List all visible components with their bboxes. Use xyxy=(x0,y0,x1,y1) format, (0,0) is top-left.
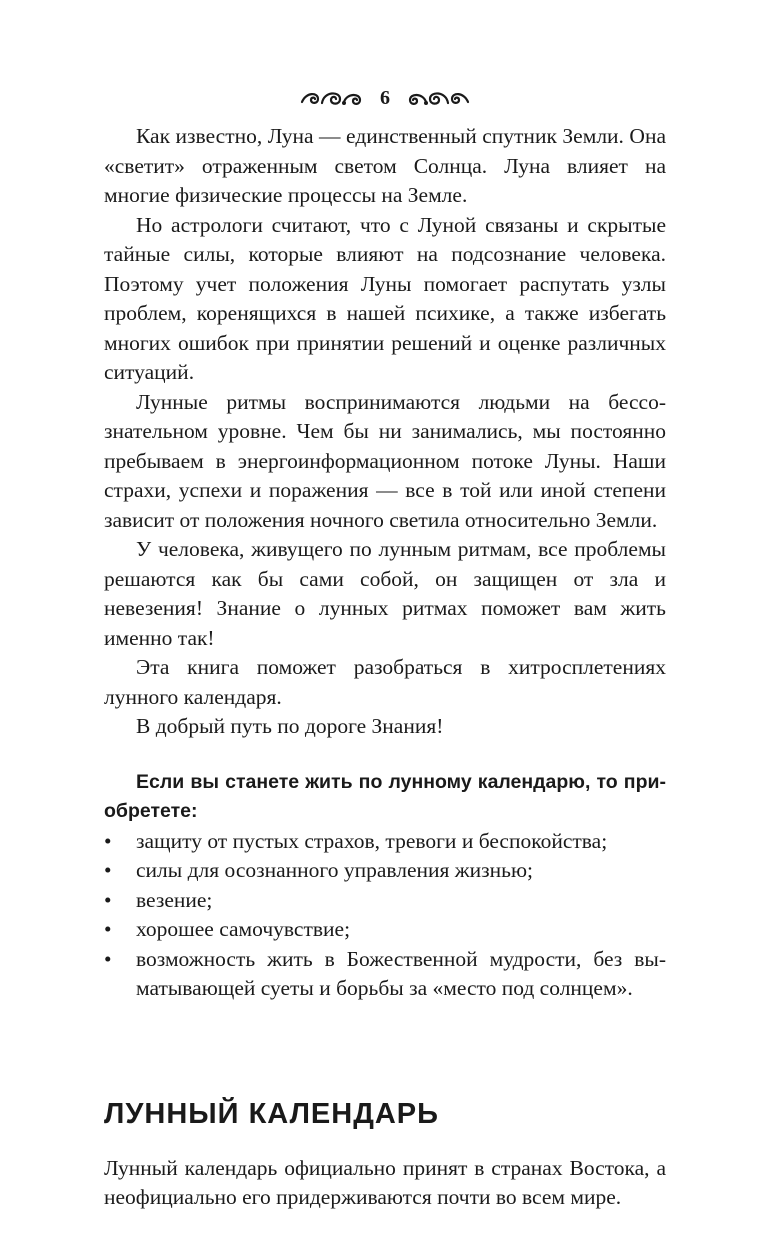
swirl-ornament-icon xyxy=(408,88,470,108)
bullet-icon: • xyxy=(104,917,112,941)
list-item xyxy=(104,827,666,857)
list-item xyxy=(104,886,666,916)
paragraph: Эта книга поможет разобраться в хитросплетениях лунного календаря. xyxy=(104,655,666,709)
paragraph: Но астрологи считают, что с Луной связаны и скрытые тайные силы, которые влияют на подсознание человека. Поэтому учет положения Луны помогает распутать узлы проблем, коренящихся в нашей психике, а также избегать многих ошибок при принятии решений и оценке различных ситуаций. xyxy=(104,212,666,384)
section-intro: Лунный календарь официально принят в странах Востока, а неофициально его придерживаются почти во всем мире. xyxy=(104,1155,666,1209)
paragraph: У человека, живущего по лунным ритмам, все проблемы решаются как бы сами собой, он защищен от зла и невезения! Знание о лунных ритмах поможет вам жить именно так! xyxy=(104,537,666,650)
bullet-icon: • xyxy=(104,828,112,853)
bullet-icon: • xyxy=(104,946,112,971)
list-item xyxy=(104,945,666,1004)
paragraph: Лунные ритмы воспринимаются людьми на бессознательном уровне. Чем бы ни занимались, мы постоянно пребываем в энергоинформационном потоке Луны. Наши страхи, успехи и поражения — все в той или иной степени зависит от положения ночного светила относительно Земли. xyxy=(104,389,666,532)
bullet-icon: • xyxy=(104,858,112,882)
list-item-text: защиту от пустых страхов, тревоги и беспокойства; xyxy=(136,828,608,853)
benefits-list xyxy=(104,827,666,1004)
section-title: ЛУННЫЙ КАЛЕНДАРЬ xyxy=(104,1097,439,1130)
list-item-text: везение; xyxy=(136,887,213,912)
page-header xyxy=(104,80,666,116)
paragraph: В добрый путь по дороге Знания! xyxy=(136,714,444,738)
list-item-text: возможность жить в Божественной мудрости, без выматывающей суеты и борьбы за «место под солнцем». xyxy=(136,946,666,1000)
bullet-icon: • xyxy=(104,887,112,912)
page-number: 6 xyxy=(380,86,390,109)
list-item xyxy=(104,856,666,886)
paragraph: Как известно, Луна — единственный спутник Земли. Она «светит» отраженным светом Солнца. Луна влияет на многие физические процессы на Земле. xyxy=(104,124,666,207)
benefits-lead: Если вы станете жить по лунному календарю, то приобретете: xyxy=(104,770,666,822)
book-page xyxy=(104,80,666,1213)
list-item-text: хорошее самочувствие; xyxy=(136,917,351,941)
list-item xyxy=(104,915,666,945)
list-item-text: силы для осознанного управления жизнью; xyxy=(136,858,533,882)
swirl-ornament-icon xyxy=(300,88,362,108)
